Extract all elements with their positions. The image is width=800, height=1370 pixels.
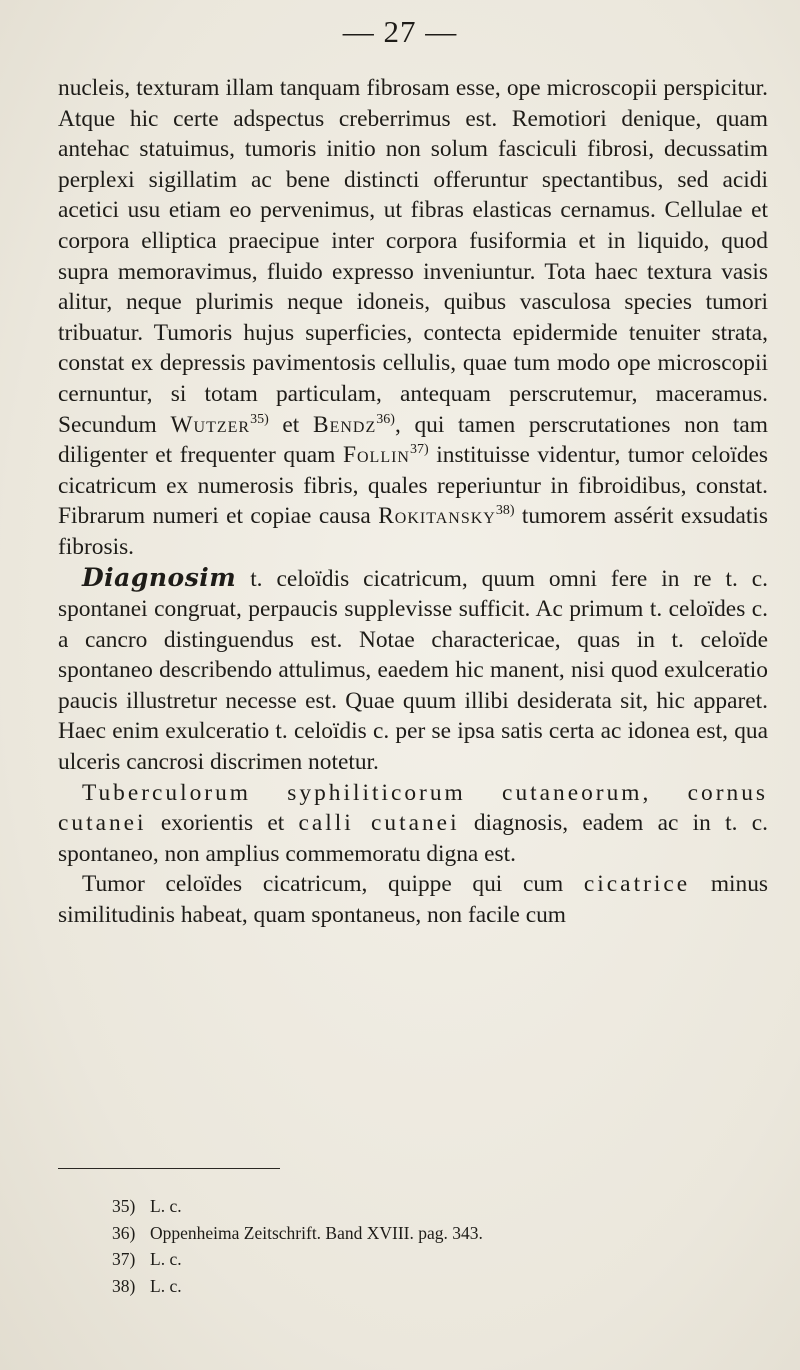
paragraph-1-text-d: instituisse videntur, tumor celoïdes cicatricum ex numerosis fibris, quales reperiuntur in fibroidibus, constat. Fibrarum numeri et copiae causa (58, 442, 768, 530)
paragraph-1-text-a: nucleis, texturam illam tanquam fibrosam esse, ope microscopii perspicitur. Atque hic certe adspectus creberrimus est. Remotiori denique, quam antehac statuimus, tumoris initio non solum fasciculi fibrosi, decussatim perplexi sigillatim ac bene distincti offeruntur spectantibus, sed acidi acetici usu etiam eo pervenimus, ut fibras elasticas cernamus. Cellulae et corpora elliptica praecipue inter corpora fusiformia et in liquido, quod supra memoravimus, fluido expresso inveniuntur. Tota haec textura vasis alitur, neque plurimis neque idoneis, quibus vasculosa species tumori tribuatur. Tumoris hujus superficies, contecta epidermide tenuiter strata, constat ex depressis pavimentosis cellulis, quae tum modo ope microscopii cernuntur, si totam particulam, antequam perscrutemur, maceramus. Secundum (58, 75, 768, 438)
page-number: — 27 — (342, 14, 458, 49)
footnote-number: 38) (112, 1275, 136, 1296)
author-name-rokitansky: Rokitansky (378, 503, 496, 530)
footnote (112, 1273, 752, 1300)
paragraph-4-text-1: Tumor celoïdes cicatricum, quippe qui cum (82, 871, 564, 898)
footnote-ref-36: 36) (376, 411, 395, 427)
footnote-separator-rule (58, 1168, 280, 1169)
footnotes (112, 1193, 752, 1299)
paragraph-3-text-1: exorientis et (160, 810, 285, 837)
footnote-text: L. c. (150, 1196, 182, 1216)
paragraph-2-text: t. celoïdis cicatricum, quum omni fere in re t. c. spontanei congruat, perpaucis supplevisse sufficit. Ac primum t. celoïdes c. a cancro distinguendus est. Notae charactericae, quas in t. celoïde spontaneo describendo attulimus, eaedem hic manent, nisi quod exulceratio paucis illustretur necesse est. Quae quum illibi desiderata sit, hic apparet. Haec enim exulceratio t. celoïdis c. per se ipsa satis certa ac idonea est, qua ulceris cancrosi discrimen notetur. (58, 565, 768, 776)
author-name-follin: Follin (342, 442, 410, 469)
footnote-text: L. c. (150, 1275, 182, 1296)
paragraph-4-text-2: minus similitudinis habeat, quam spontaneus, non facile cum (58, 871, 768, 929)
footnote-ref-38: 38) (495, 503, 515, 519)
footnote-number: 35) (112, 1196, 136, 1216)
footnote-text: L. c. (150, 1249, 182, 1269)
paragraph-1-text-c: , qui tamen perscrutationes non tam diligenter et frequenter quam (58, 411, 768, 469)
author-name-bendz: Bendz (313, 411, 377, 438)
main-text (58, 73, 768, 931)
paragraph-4 (58, 869, 768, 930)
footnote-ref-37: 37) (409, 442, 429, 458)
paragraph-1-text-b: et (282, 411, 300, 438)
footnote (112, 1246, 752, 1273)
paragraph-3 (58, 778, 768, 870)
footnote (112, 1193, 752, 1220)
footnote-ref-35: 35) (250, 411, 269, 427)
footnote-number: 37) (112, 1249, 136, 1269)
paragraph-3-spaced-2: calli cutanei (298, 810, 460, 837)
footnote-number: 36) (112, 1222, 136, 1243)
paragraph-1-text-e: tumorem assérit exsudatis fibrosis. (58, 503, 768, 560)
footnote (112, 1220, 752, 1247)
paragraph-4-spaced: cicatrice (583, 871, 691, 898)
section-heading-diagnosim: Diagnosim (82, 562, 237, 592)
author-name-wutzer: Wutzer (170, 411, 251, 438)
paragraph-3-text-2: diagnosis, eadem ac in t. c. spontaneo, non amplius commemoratu digna est. (58, 810, 768, 867)
paragraph-2 (58, 563, 768, 778)
paragraph-1 (58, 73, 768, 563)
footnote-text: Oppenheima Zeitschrift. Band XVIII. pag. 343. (150, 1222, 483, 1243)
paragraph-3-spaced-1: Tuberculorum syphiliticorum cutaneorum, cornus cutanei (58, 779, 768, 837)
